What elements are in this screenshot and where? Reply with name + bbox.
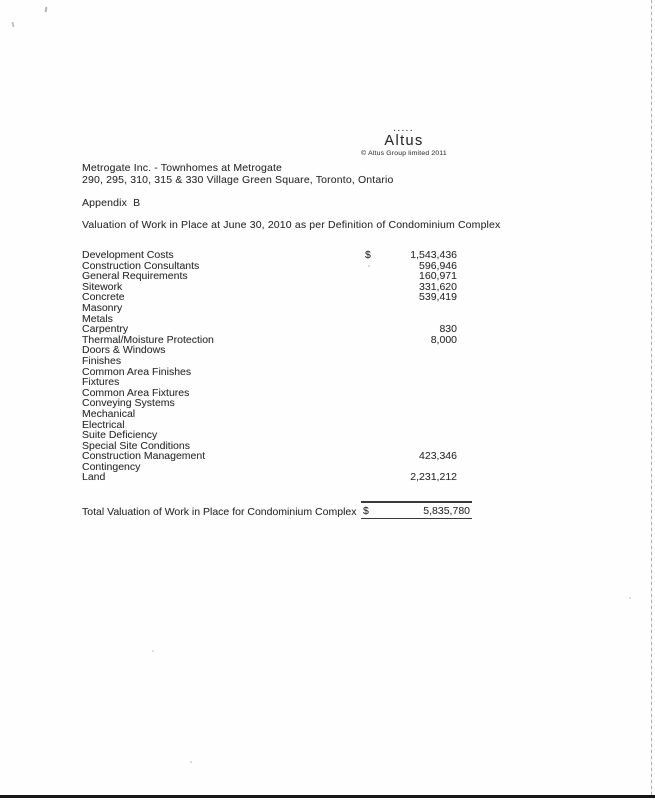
table-row — [82, 462, 457, 473]
line-item-amount: 8,000 — [430, 333, 457, 346]
line-item-label: Common Area Finishes — [82, 365, 192, 378]
line-item-amount: 830 — [439, 323, 457, 336]
line-item-amount: 539,419 — [419, 291, 457, 304]
total-currency-symbol: $ — [363, 505, 369, 517]
address-line: 290, 295, 310, 315 & 330 Village Green Square, Toronto, Ontario — [82, 174, 394, 186]
table-row — [82, 398, 457, 409]
line-item-label: Fixtures — [82, 376, 120, 389]
line-item-label: Thermal/Moisture Protection — [82, 333, 214, 346]
table-row — [82, 356, 457, 367]
line-item-amount: 160,971 — [419, 270, 457, 283]
total-amount-box — [361, 501, 472, 519]
currency-symbol: $ — [365, 249, 371, 261]
table-row — [82, 409, 457, 420]
scan-artifact-speck — [629, 597, 631, 599]
scan-edge-line — [651, 0, 652, 795]
line-item-label: Development Costs — [82, 249, 174, 261]
scan-artifact-mark — [45, 7, 47, 12]
line-item-amount: 2,231,212 — [410, 471, 457, 484]
scan-artifact-mark — [12, 22, 15, 27]
table-row — [82, 367, 457, 378]
line-item-label: Sitework — [82, 280, 123, 293]
total-label: Total Valuation of Work in Place for Condominium Complex — [82, 506, 357, 518]
table-row — [82, 282, 457, 293]
line-item-label: Suite Deficiency — [82, 429, 158, 442]
line-item-amount: 596,946 — [419, 259, 457, 272]
line-item-label: Contingency — [82, 460, 141, 473]
table-row — [82, 292, 457, 303]
table-row — [82, 345, 457, 356]
table-row — [82, 271, 457, 282]
total-amount: 5,835,780 — [423, 505, 470, 517]
appendix-label: Appendix B — [82, 197, 141, 209]
line-item-amount: 423,346 — [419, 450, 457, 463]
line-item-label: Concrete — [82, 291, 125, 304]
line-item-label: Common Area Fixtures — [82, 386, 190, 399]
line-items-table — [82, 250, 457, 483]
page-title: Valuation of Work in Place at June 30, 2010 as per Definition of Condominium Complex — [82, 219, 501, 231]
line-item-label: Conveying Systems — [82, 397, 175, 410]
scan-artifact-speck — [190, 761, 192, 763]
table-row — [82, 314, 457, 325]
copyright-notice: © Altus Group limited 2011 — [361, 150, 447, 157]
line-item-label: Electrical — [82, 418, 125, 431]
table-row — [82, 250, 457, 261]
line-item-label: Masonry — [82, 301, 123, 314]
altus-logo — [356, 127, 452, 158]
line-item-label: Metals — [82, 312, 113, 325]
scan-artifact-speck — [152, 650, 154, 652]
line-item-amount: 331,620 — [419, 280, 457, 293]
line-item-amount: 1,543,436 — [410, 249, 457, 261]
scan-edge-strip — [0, 795, 655, 798]
company-name: Metrogate Inc. - Townhomes at Metrogate — [82, 162, 283, 174]
line-item-label: Finishes — [82, 354, 122, 367]
line-item-label: Carpentry — [82, 323, 129, 336]
line-item-label: Construction Consultants — [82, 259, 200, 272]
line-item-label: Land — [82, 471, 106, 484]
altus-logo-dots-icon: ..... — [393, 126, 415, 133]
table-row — [82, 472, 457, 483]
line-item-label: Construction Management — [82, 450, 206, 463]
altus-wordmark: Altus — [384, 133, 424, 149]
line-item-label: Special Site Conditions — [82, 439, 190, 452]
line-item-label: General Requirements — [82, 270, 188, 283]
line-item-label: Doors & Windows — [82, 344, 166, 357]
table-row — [82, 303, 457, 314]
line-item-label: Mechanical — [82, 407, 136, 420]
